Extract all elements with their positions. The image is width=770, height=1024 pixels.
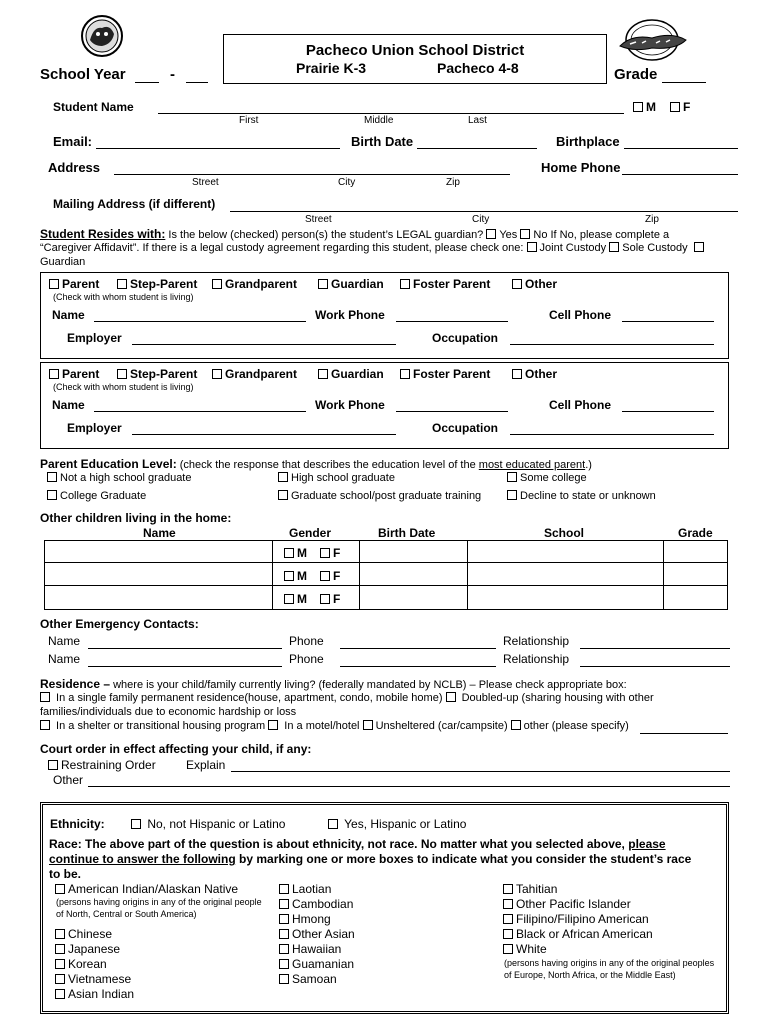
g2-guardian-checkbox[interactable]: Guardian xyxy=(318,367,384,381)
children-header-name: Name xyxy=(143,526,176,540)
address-label: Address xyxy=(48,160,101,175)
student-name-label: Student Name xyxy=(53,100,134,114)
birthplace-field[interactable] xyxy=(624,148,738,149)
resides-guardian-word: Guardian xyxy=(40,256,86,268)
children-row-divider-2 xyxy=(44,585,728,586)
race-lead: Race: The above part of the question is about ethnicity, not race. No matter what you selected above, xyxy=(49,837,629,851)
street2-caption: Street xyxy=(305,214,332,225)
g2-employer-field[interactable] xyxy=(132,434,396,435)
resides-line2-text: “Caregiver Affidavit”. If there is a legal custody agreement regarding this student, please check one: xyxy=(40,242,527,254)
g1-work-phone-field[interactable] xyxy=(396,321,508,322)
school-year-end-field[interactable] xyxy=(186,82,208,83)
g2-check-note: (Check with whom student is living) xyxy=(53,382,194,392)
g1-name-label: Name xyxy=(52,308,85,322)
home-phone-label: Home Phone xyxy=(541,160,621,175)
race-col3-note: (persons having origins in any of the original peoples of Europe, North Africa, or the Middle East) xyxy=(504,958,715,980)
race-samoan-checkbox[interactable]: Samoan xyxy=(279,972,337,986)
gender-f-checkbox[interactable]: F xyxy=(670,100,690,114)
g1-cell-phone-label: Cell Phone xyxy=(549,308,612,322)
em1-name-label: Name xyxy=(48,634,81,648)
res-other-checkbox[interactable]: other (please specify) xyxy=(511,720,629,732)
g2-cell-phone-label: Cell Phone xyxy=(549,398,612,412)
res-other-specify-field[interactable] xyxy=(640,733,728,734)
district-name: Pacheco Union School District xyxy=(305,42,525,59)
children-title: Other children living in the home: xyxy=(40,511,232,525)
city-caption: City xyxy=(338,177,356,188)
res-single-family-checkbox[interactable]: In a single family permanent residence(house, apartment, condo, mobile home) xyxy=(40,692,446,704)
middle-caption: Middle xyxy=(364,115,394,126)
education-heading xyxy=(40,457,592,471)
race-line-2 xyxy=(49,852,691,866)
children-col-divider-4 xyxy=(663,540,664,609)
g1-name-field[interactable] xyxy=(94,321,306,322)
em2-name-field[interactable] xyxy=(88,666,282,667)
residence-text: where is your child/family currently living? (federally mandated by NCLB) – Please check appropriate box: xyxy=(110,679,627,691)
restraining-order-checkbox[interactable]: Restraining Order xyxy=(48,758,156,772)
em2-relationship-field[interactable] xyxy=(580,666,730,667)
child3-m-checkbox[interactable]: M xyxy=(284,592,307,606)
child1-m-checkbox[interactable]: M xyxy=(284,546,307,560)
em2-relationship-label: Relationship xyxy=(503,652,570,666)
school-year-dash: - xyxy=(170,66,175,83)
g2-parent-checkbox[interactable]: Parent xyxy=(49,367,99,381)
g1-occupation-field[interactable] xyxy=(510,344,714,345)
education-text: (check the response that describes the education level of the xyxy=(176,459,479,471)
joint-custody-checkbox[interactable]: Joint Custody xyxy=(527,242,607,254)
zip2-caption: Zip xyxy=(645,214,659,225)
race-other-asian-checkbox[interactable]: Other Asian xyxy=(279,927,355,941)
em1-phone-field[interactable] xyxy=(340,648,496,649)
g2-work-phone-field[interactable] xyxy=(396,411,508,412)
em1-phone-label: Phone xyxy=(289,634,324,648)
education-underlined: most educated parent xyxy=(478,459,586,471)
g2-grandparent-checkbox[interactable]: Grandparent xyxy=(212,367,297,381)
race-chinese-checkbox[interactable]: Chinese xyxy=(55,927,112,941)
student-name-field[interactable] xyxy=(158,113,624,114)
race-american-indian-checkbox[interactable]: American Indian/Alaskan Native xyxy=(55,882,238,896)
race-korean-checkbox[interactable]: Korean xyxy=(55,957,107,971)
street-caption: Street xyxy=(192,177,219,188)
city2-caption: City xyxy=(472,214,490,225)
race-tahitian-checkbox[interactable]: Tahitian xyxy=(503,882,557,896)
pacheco-logo xyxy=(616,16,688,64)
race-white-checkbox[interactable]: White xyxy=(503,942,547,956)
mailing-address-field[interactable] xyxy=(230,211,738,212)
resides-line1-tail: If No, please complete a xyxy=(547,229,670,241)
edu-college-grad-checkbox[interactable]: College Graduate xyxy=(47,490,146,502)
children-row-divider-1 xyxy=(44,562,728,563)
residence-line-2 xyxy=(40,692,654,704)
race-vietnamese-checkbox[interactable]: Vietnamese xyxy=(55,972,131,986)
home-phone-field[interactable] xyxy=(622,174,738,175)
edu-decline-checkbox[interactable]: Decline to state or unknown xyxy=(507,490,656,502)
zip-caption: Zip xyxy=(446,177,460,188)
g1-work-phone-label: Work Phone xyxy=(315,308,385,322)
explain-label: Explain xyxy=(186,758,226,772)
prairie-logo xyxy=(80,14,124,58)
children-header-school: School xyxy=(544,526,585,540)
g1-cell-phone-field[interactable] xyxy=(622,321,714,322)
g2-occupation-label: Occupation xyxy=(432,421,499,435)
school-year-label: School Year xyxy=(40,66,126,83)
res-doubled-up-checkbox[interactable]: Doubled-up (sharing housing with other xyxy=(446,692,654,704)
children-table xyxy=(44,540,728,610)
res-unsheltered-checkbox[interactable]: Unsheltered (car/campsite) xyxy=(363,720,511,732)
edu-hs-checkbox[interactable]: High school graduate xyxy=(278,472,395,484)
race-col1-note: (persons having origins in any of the original people of North, Central or South America) xyxy=(56,897,262,919)
race-asian-indian-checkbox[interactable]: Asian Indian xyxy=(55,987,134,1001)
g1-guardian-checkbox[interactable]: Guardian xyxy=(318,277,384,291)
g1-other-checkbox[interactable]: Other xyxy=(512,277,557,291)
child2-m-checkbox[interactable]: M xyxy=(284,569,307,583)
children-col-divider-3 xyxy=(467,540,468,609)
school-pacheco: Pacheco 4-8 xyxy=(437,60,519,76)
address-field[interactable] xyxy=(114,174,510,175)
edu-some-college-checkbox[interactable]: Some college xyxy=(507,472,587,484)
resides-line-1 xyxy=(40,227,669,241)
court-other-label: Other xyxy=(53,773,84,787)
birth-date-label: Birth Date xyxy=(351,134,414,149)
legal-guardian-yes-checkbox[interactable]: Yes xyxy=(486,229,517,241)
em1-relationship-field[interactable] xyxy=(580,648,730,649)
g2-employer-label: Employer xyxy=(67,421,122,435)
g1-employer-label: Employer xyxy=(67,331,122,345)
resides-line-2 xyxy=(40,242,707,254)
res-motel-checkbox[interactable]: In a motel/hotel xyxy=(268,720,362,732)
em1-relationship-label: Relationship xyxy=(503,634,570,648)
child1-f-checkbox[interactable]: F xyxy=(320,546,340,560)
grade-label: Grade xyxy=(614,66,658,83)
g2-cell-phone-field[interactable] xyxy=(622,411,714,412)
school-prairie: Prairie K-3 xyxy=(296,60,367,76)
court-other-field[interactable] xyxy=(88,786,730,787)
race-guamanian-checkbox[interactable]: Guamanian xyxy=(279,957,354,971)
children-header-gender: Gender xyxy=(289,526,332,540)
grade-field[interactable] xyxy=(662,82,706,83)
g2-name-field[interactable] xyxy=(94,411,306,412)
race-hawaiian-checkbox[interactable]: Hawaiian xyxy=(279,942,341,956)
em2-name-label: Name xyxy=(48,652,81,666)
g1-grandparent-checkbox[interactable]: Grandparent xyxy=(212,277,297,291)
guardian-custody-checkbox[interactable] xyxy=(694,242,707,254)
eth-hispanic-checkbox[interactable]: Yes, Hispanic or Latino xyxy=(328,817,466,831)
resides-question: Is the below (checked) person(s) the student’s LEGAL guardian? xyxy=(165,229,487,241)
g1-check-note: (Check with whom student is living) xyxy=(53,292,194,302)
g2-occupation-field[interactable] xyxy=(510,434,714,435)
g2-work-phone-label: Work Phone xyxy=(315,398,385,412)
g1-parent-checkbox[interactable]: Parent xyxy=(49,277,99,291)
em2-phone-label: Phone xyxy=(289,652,324,666)
race-tail: by marking one or more boxes to indicate what you consider the student’s race xyxy=(235,852,692,866)
g1-occupation-label: Occupation xyxy=(432,331,499,345)
resides-lead: Student Resides with: xyxy=(40,227,166,241)
race-laotian-checkbox[interactable]: Laotian xyxy=(279,882,331,896)
children-col-divider-2 xyxy=(359,540,360,609)
race-line-3: to be. xyxy=(49,867,81,881)
edu-not-hs-checkbox[interactable]: Not a high school graduate xyxy=(47,472,191,484)
first-caption: First xyxy=(239,115,259,126)
sole-custody-checkbox[interactable]: Sole Custody xyxy=(609,242,687,254)
edu-grad-school-checkbox[interactable]: Graduate school/post graduate training xyxy=(278,490,481,502)
children-col-divider-1 xyxy=(272,540,273,609)
explain-field[interactable] xyxy=(231,771,730,772)
race-hmong-checkbox[interactable]: Hmong xyxy=(279,912,331,926)
race-black-checkbox[interactable]: Black or African American xyxy=(503,927,653,941)
em2-phone-field[interactable] xyxy=(340,666,496,667)
child3-f-checkbox[interactable]: F xyxy=(320,592,340,606)
race-japanese-checkbox[interactable]: Japanese xyxy=(55,942,120,956)
race-cambodian-checkbox[interactable]: Cambodian xyxy=(279,897,353,911)
education-tail: .) xyxy=(585,459,592,471)
g2-step-parent-checkbox[interactable]: Step-Parent xyxy=(117,367,197,381)
race-please: please xyxy=(628,837,666,851)
birthplace-label: Birthplace xyxy=(556,134,620,149)
ethnicity-label: Ethnicity: xyxy=(50,817,105,831)
residence-lead: Residence – xyxy=(40,677,111,691)
residence-line-4 xyxy=(40,720,629,732)
court-title: Court order in effect affecting your child, if any: xyxy=(40,742,312,756)
email-field[interactable] xyxy=(96,148,340,149)
g2-foster-checkbox[interactable]: Foster Parent xyxy=(400,367,490,381)
gender-m-checkbox[interactable]: M xyxy=(633,100,656,114)
g2-name-label: Name xyxy=(52,398,85,412)
mailing-address-label: Mailing Address (if different) xyxy=(53,197,216,211)
children-header-grade: Grade xyxy=(678,526,713,540)
email-label: Email: xyxy=(53,134,93,149)
child2-f-checkbox[interactable]: F xyxy=(320,569,340,583)
race-filipino-checkbox[interactable]: Filipino/Filipino American xyxy=(503,912,649,926)
g1-employer-field[interactable] xyxy=(132,344,396,345)
emergency-title: Other Emergency Contacts: xyxy=(40,617,199,631)
g1-foster-checkbox[interactable]: Foster Parent xyxy=(400,277,490,291)
race-line-1 xyxy=(49,837,666,851)
education-lead: Parent Education Level: xyxy=(40,457,177,471)
race-continue: continue to answer the following xyxy=(49,852,236,866)
children-header-birthdate: Birth Date xyxy=(378,526,436,540)
res-shelter-checkbox[interactable]: In a shelter or transitional housing program xyxy=(40,720,268,732)
g1-step-parent-checkbox[interactable]: Step-Parent xyxy=(117,277,197,291)
g2-other-checkbox[interactable]: Other xyxy=(512,367,557,381)
race-other-pacific-islander-checkbox[interactable]: Other Pacific Islander xyxy=(503,897,631,911)
birth-date-field[interactable] xyxy=(417,148,537,149)
eth-not-hispanic-checkbox[interactable]: No, not Hispanic or Latino xyxy=(131,817,285,831)
em1-name-field[interactable] xyxy=(88,648,282,649)
residence-heading xyxy=(40,677,627,691)
legal-guardian-no-checkbox[interactable]: No xyxy=(520,229,547,241)
last-caption: Last xyxy=(468,115,487,126)
residence-line-3: families/individuals due to economic hardship or loss xyxy=(40,706,297,718)
school-year-start-field[interactable] xyxy=(135,82,159,83)
